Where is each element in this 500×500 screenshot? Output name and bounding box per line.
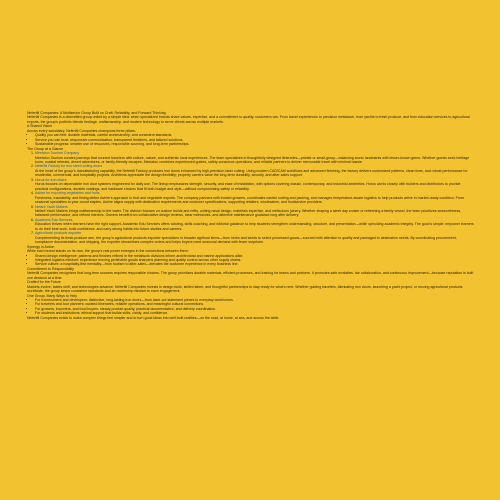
- company-name: 7. Agricultural products exporter: [35, 231, 82, 236]
- synergy-list: [27, 254, 474, 267]
- company-name: 3. Horus for iron doors: [35, 177, 67, 182]
- responsibility-heading: Commitment to Responsibility: [27, 266, 74, 271]
- list-item: • Service you can trust: responsive communication, transparent timelines, and tailored solutions.: [35, 138, 474, 142]
- company-description: Education thrives when learners have the right support. Academic Edu Services offers tutoring, skills coaching, and editorial guidance to help students strengthen understanding, structure, and presentation—while upholding academic integrity. The goal is simple: empower learners to do their best work, build confidence, and carry strong habits into future studies and careers.: [35, 222, 474, 231]
- pillars-list: [27, 133, 474, 146]
- shared-vision-lead: Across every subsidiary, Nefertiti Companies champions three pillars:: [27, 128, 136, 133]
- company-name: 5. Nefarti Yacht Makers: [35, 204, 68, 209]
- list-item: • For students and institutions: ethical support that builds skills, clarity, and confidence.: [35, 311, 474, 315]
- company-item: [35, 164, 474, 177]
- one-group-heading: One Group, Many Ways to Help: [27, 293, 78, 298]
- future-paragraph: Markets evolve, tastes shift, and technologies advance. Nefertiti Companies invests in design tools, skilled talent, and thoughtful partnerships to stay ready for what's next. Whether guiding travelers, fabricating iron doors, launching a yacht project, or moving agricultural products worldwide, the group keeps consistent standards and an ownership mindset to each engagement.: [27, 284, 463, 294]
- company-item: [35, 231, 474, 244]
- company-item: [35, 191, 474, 204]
- company-item: [35, 151, 474, 164]
- list-item: • For homeowners and developers: distinctive, long-lasting iron doors—from laser-cut statement pieces to everyday workhorses.: [35, 298, 474, 302]
- shared-vision-heading: A Shared Vision: [27, 124, 53, 129]
- responsibility-paragraph: Nefertiti Companies recognizes that long-term success requires responsible choices. The group prioritizes durable materials, efficient processes, and training for teams and partners. It promotes safe worksites, fair collaboration, and continuous improvement—because reputation is built one decision at a time.: [27, 271, 474, 280]
- company-description: Horus focuses on dependable iron door systems engineered for daily use. The lineup emphasizes strength, security, and ease of installation, with options covering classic, contemporary, and industrial aesthetics. Horus works closely with builders and distributors to provide practical configurations, durable coatings, and hardware choices that fit both budget and style—without compromising safety or reliability.: [35, 182, 461, 191]
- list-item: • Sustainable progress: smarter use of resources, responsible sourcing, and long-term partnerships.: [35, 142, 474, 146]
- company-item: [35, 218, 474, 231]
- list-item: • Quality you can feel: durable materials, careful workmanship, and consistent standards.: [35, 133, 474, 137]
- company-name: 6. Academic Edu Services: [35, 217, 73, 222]
- company-name: 2. Nefertiti Factory for iron steel roofing doors: [35, 164, 103, 169]
- synergy-heading: Synergy in Action: [27, 244, 55, 249]
- company-description: At the heart of the group's manufacturing capability, the Nefertiti Factory produces iron doors enhanced by high-precision laser cutting. Using modern CAD/CAM workflows and advanced finishing, the factory delivers customized patterns, clean lines, and robust performance for residential, commercial, and hospitality projects. Architects appreciate the design flexibility; property owners value the long-term durability, security, and after-sales support.: [35, 168, 468, 178]
- list-item: • Shared design intelligence: patterns and finishes refined in the metalwork divisions inform architectural and marine applications alike.: [35, 254, 474, 258]
- list-item: • Integrated logistics mindset: experience moving perishable goods sharpens planning and quality control across other supply chains.: [35, 258, 474, 262]
- future-heading: Crafted for the Future: [27, 280, 61, 285]
- company-name: 4. Ashire for exporting vegetables and fruits: [35, 191, 100, 196]
- closing-paragraph: Nefertiti Companies exists to make complex things feel simpler and to turn good ideas into well-built realities—on the road, at home, at sea, and across the table.: [27, 315, 280, 320]
- document-title: Nefertiti Companies: A Multisector Group Built on Craft, Reliability, and Forward Thinking: [27, 111, 166, 115]
- company-description: Freshness, traceability, and timing define Ashire's approach to fruit and vegetable exports. The company partners with trusted growers, coordinates careful sorting and packing, and manages temperature-aware logistics to help products arrive in market-ready condition. From seasonal specialties to year-round staples, Ashire aligns supply with destination requirements and customer specifications, supporting retailers, wholesalers, and foodservice providers.: [35, 195, 464, 205]
- company-description: Nefarti Yacht Makers brings craftsmanship to the water. The division focuses on custom builds and refits, uniting naval design, materials expertise, and meticulous joinery. Whether shaping a sleek day cruiser or refreshing a family vessel, the team prioritizes seaworthiness, balanced performance, and refined interiors. Owners benefit from collaborative design reviews, clear milestones, and attentive maintenance guidance long after delivery.: [35, 208, 462, 218]
- company-description: Complementing its fresh-produce arm, the group's agricultural products exporter specializes in broader agrifood items—from herbs and seeds to select processed goods—sourced with attention to quality and packaged to destination needs. By coordinating procurement, compliance documentation, and shipping, the exporter streamlines complex orders and helps buyers meet seasonal demand with fewer surprises.: [35, 235, 457, 245]
- synergy-lead: While each brand stands on its own, the group's real power emerges in the connections between them:: [27, 249, 189, 254]
- list-item: • For growers, importers, and food buyers: steady product quality, practical documentation, and delivery coordination.: [35, 307, 474, 311]
- company-description: Meetalon Tourism curates journeys that connect travelers with culture, nature, and authentic local experiences. The team specializes in thoughtfully designed itineraries—private or small-group—balancing iconic landmarks with lesser-known gems. Whether guests seek heritage tours, coastal retreats, desert adventures, or family-friendly escapes, Meetalon combines experienced guides, safety-conscious operations, and reliable partners to deliver memorable travel with minimal hassle.: [35, 155, 470, 164]
- company-item: [35, 178, 474, 191]
- group-heading: The Group at a Glance: [27, 146, 64, 151]
- document: [27, 111, 474, 320]
- companies-list: [27, 151, 474, 245]
- one-group-list: [27, 298, 474, 316]
- company-name: 1. Meetalon Tourism Company: [35, 151, 80, 156]
- company-item: [35, 205, 474, 218]
- list-item: • For travelers and tour planners: curated itineraries, reliable operations, and meaningful cultural connections.: [35, 302, 474, 306]
- list-item: • Service culture: a hospitality-first mentality—from tourism to after-sales—elevates the customer experience in every business line.: [35, 262, 474, 266]
- intro-paragraph: Nefertiti Companies is a diversified group united by a simple idea: when specialized brands share values, expertise, and a commitment to quality, customers win. From travel experiences to precision metalwork, from yachts to fresh produce, and from education services to agricultural exports, the group's portfolio blends heritage, craftsmanship, and modern technology to serve clients across multiple markets.: [27, 115, 470, 124]
